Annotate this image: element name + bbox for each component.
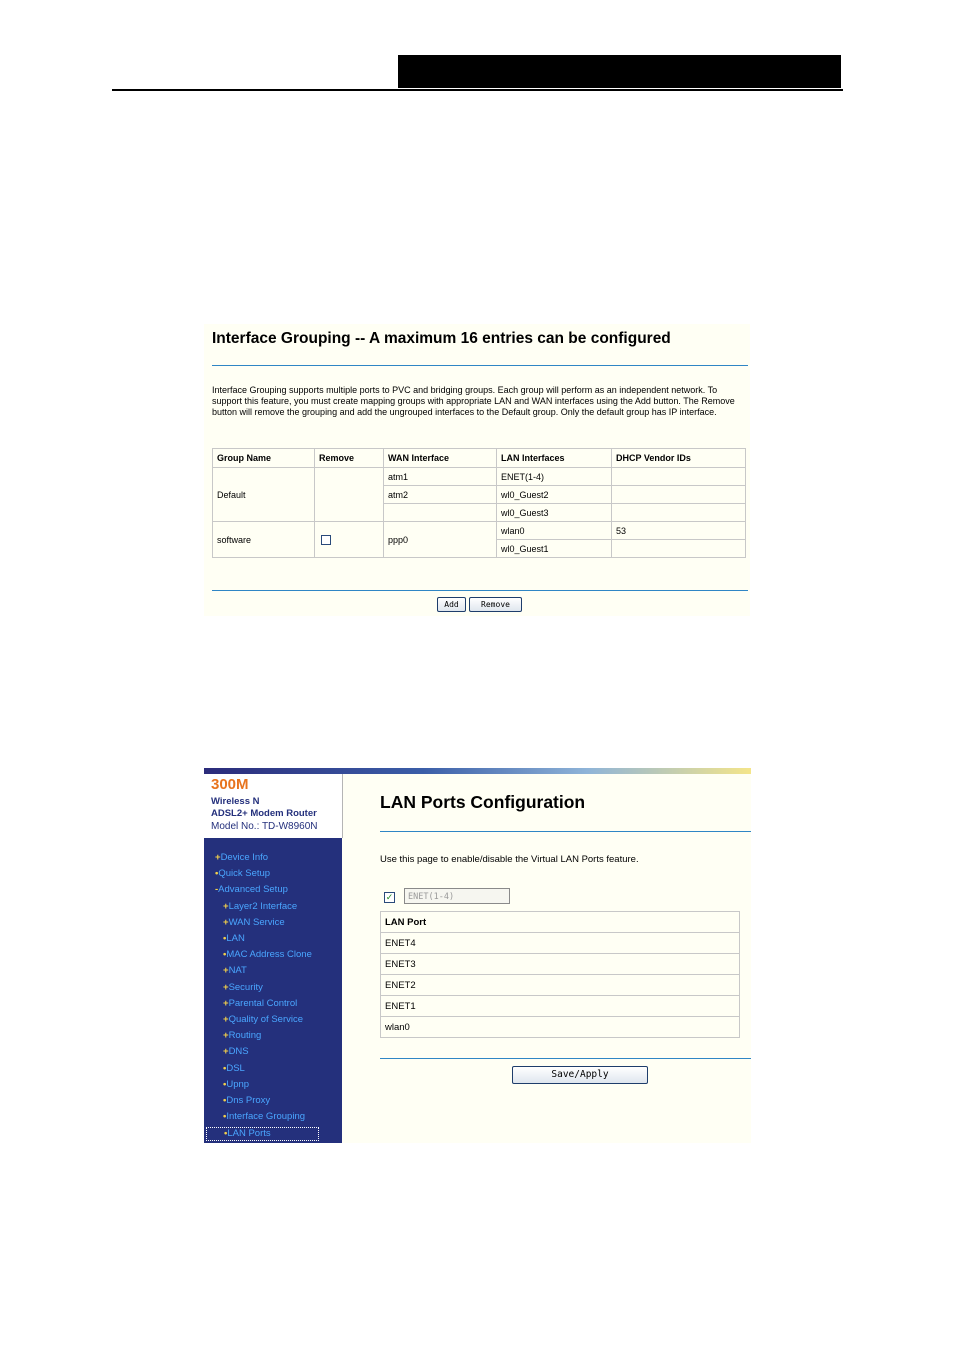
lan-port-table	[380, 911, 740, 1038]
sidebar-item-label: Parental Control	[228, 997, 298, 1009]
sidebar-item[interactable]	[215, 868, 270, 880]
enable-lan-ports-checkbox[interactable]	[384, 892, 395, 903]
lan-port-cell: wlan0	[381, 1017, 740, 1038]
brand-300m: 300M	[211, 776, 249, 793]
sidebar-nav	[204, 838, 342, 1143]
check-icon: ✓	[385, 892, 394, 902]
bullet-icon: •	[223, 933, 227, 944]
title-divider	[380, 831, 751, 832]
sidebar-item[interactable]	[223, 965, 247, 977]
sidebar-item[interactable]	[215, 852, 268, 864]
group-name: Default	[213, 468, 315, 522]
sidebar-item[interactable]	[223, 901, 297, 913]
sidebar-item-label: DSL	[226, 1062, 245, 1074]
footer-divider	[380, 1058, 751, 1059]
dhcp-vendor-id	[612, 486, 746, 504]
bullet-icon: +	[223, 900, 229, 912]
save-apply-button[interactable]: Save/Apply	[512, 1066, 648, 1084]
bullet-icon: +	[223, 997, 229, 1009]
remove-cell	[315, 468, 384, 522]
header-black-bar	[398, 55, 841, 88]
page-title: LAN Ports Configuration	[380, 792, 586, 812]
table-header-row	[213, 449, 746, 468]
title-divider	[212, 365, 748, 366]
sidebar-item-label: Security	[228, 981, 263, 993]
bullet-icon: •	[223, 1095, 227, 1106]
sidebar-item[interactable]	[223, 1063, 245, 1075]
bullet-icon: •	[215, 868, 219, 880]
sidebar-item[interactable]	[223, 982, 263, 994]
sidebar-item-label: LAN	[226, 933, 245, 944]
bullet-icon: •	[223, 1078, 227, 1090]
sidebar-item[interactable]	[223, 1030, 261, 1042]
lan-interface: wlan0	[497, 522, 612, 540]
wan-interface	[384, 504, 497, 522]
sidebar-item-label: Device Info	[220, 852, 269, 863]
bullet-icon: +	[223, 981, 229, 993]
column-header: Remove	[315, 449, 384, 468]
bullet-icon: •	[223, 1062, 227, 1074]
footer-divider	[212, 590, 748, 591]
add-button[interactable]: Add	[437, 597, 466, 612]
table-row	[381, 975, 740, 996]
column-header: LAN Port	[381, 912, 740, 933]
header-rule	[112, 89, 843, 91]
interface-group-table	[212, 448, 746, 558]
sidebar-item[interactable]	[223, 917, 285, 929]
dhcp-vendor-id: 53	[612, 522, 746, 540]
lan-interface: wl0_Guest3	[497, 504, 612, 522]
table-row	[381, 1017, 740, 1038]
model-number: Model No.: TD-W8960N	[211, 821, 318, 832]
wan-interface: atm2	[384, 486, 497, 504]
lan-port-cell: ENET4	[381, 933, 740, 954]
sidebar-item[interactable]	[223, 1111, 305, 1123]
sidebar-item[interactable]	[206, 1127, 319, 1141]
table-row	[381, 996, 740, 1017]
wan-interface: ppp0	[384, 522, 497, 558]
lan-interface: ENET(1-4)	[497, 468, 612, 486]
bullet-icon: •	[223, 1111, 227, 1123]
dhcp-vendor-id	[612, 468, 746, 486]
sidebar-item-label: Dns Proxy	[226, 1095, 271, 1106]
bullet-icon: +	[223, 916, 229, 928]
bullet-icon: -	[215, 884, 219, 896]
page-title: Interface Grouping -- A maximum 16 entries can be configured	[212, 330, 671, 347]
sidebar-item[interactable]	[215, 884, 288, 896]
remove-cell	[315, 522, 384, 558]
bullet-icon: +	[223, 965, 229, 977]
table-row	[213, 522, 746, 540]
sidebar-item-label: Interface Grouping	[226, 1111, 306, 1123]
bullet-icon: •	[223, 949, 227, 961]
table-row	[213, 468, 746, 486]
column-header: Group Name	[213, 449, 315, 468]
table-row	[381, 933, 740, 954]
lan-port-cell: ENET3	[381, 954, 740, 975]
sidebar-item[interactable]	[223, 949, 312, 961]
table-row	[381, 954, 740, 975]
sidebar-item[interactable]	[223, 998, 297, 1010]
table-header-row	[381, 912, 740, 933]
sidebar-item-label: Quality of Service	[228, 1014, 304, 1025]
column-header: LAN Interfaces	[497, 449, 612, 468]
remove-button[interactable]: Remove	[469, 597, 522, 612]
sidebar-item-label: Routing	[228, 1030, 262, 1042]
page-description: Use this page to enable/disable the Virtual LAN Ports feature.	[380, 854, 639, 865]
sidebar-item[interactable]	[223, 1079, 249, 1091]
interface-grouping-screenshot	[204, 324, 750, 616]
brand-line-1: Wireless N	[211, 796, 260, 807]
bullet-icon: •	[224, 1128, 228, 1140]
group-name: software	[213, 522, 315, 558]
sidebar-item-label: DNS	[228, 1046, 249, 1058]
sidebar-item[interactable]	[223, 1095, 270, 1107]
bullet-icon: +	[223, 1030, 229, 1042]
lan-interface: wl0_Guest2	[497, 486, 612, 504]
sidebar-item[interactable]	[223, 933, 245, 945]
sidebar-item-label: Upnp	[226, 1078, 250, 1090]
sidebar-item-label: LAN Ports	[227, 1128, 271, 1140]
brand-line-2: ADSL2+ Modem Router	[211, 808, 317, 819]
wan-interface: atm1	[384, 468, 497, 486]
sidebar-item-label: Quick Setup	[218, 868, 271, 880]
sidebar-item-label: MAC Address Clone	[226, 949, 312, 961]
lan-port-cell: ENET1	[381, 996, 740, 1017]
lan-interface: wl0_Guest1	[497, 540, 612, 558]
sidebar-item-label: Layer2 Interface	[228, 900, 298, 912]
page-description: Interface Grouping supports multiple ports to PVC and bridging groups. Each group will perform as an independent network. To support this feature, you must create mapping groups with appropriate LAN and WAN interfaces using the Add button. The Remove button will remove the grouping and add the ungrouped interfaces to the Default group. Only the default group has IP interface.	[212, 385, 735, 417]
brand-logo-panel	[204, 774, 343, 838]
enet-group-input[interactable]: ENET(1-4)	[404, 888, 510, 904]
sidebar-item[interactable]	[223, 1014, 303, 1026]
column-header: WAN Interface	[384, 449, 497, 468]
bullet-icon: +	[223, 1014, 229, 1025]
sidebar-item-label: NAT	[228, 965, 247, 977]
sidebar-item-label: WAN Service	[228, 916, 285, 928]
bullet-icon: +	[215, 852, 221, 863]
dhcp-vendor-id	[612, 504, 746, 522]
lan-port-cell: ENET2	[381, 975, 740, 996]
lan-ports-screenshot	[204, 768, 751, 1143]
sidebar-item[interactable]	[223, 1046, 249, 1058]
bullet-icon: +	[223, 1046, 229, 1058]
dhcp-vendor-id	[612, 540, 746, 558]
sidebar-item-label: Advanced Setup	[218, 884, 288, 896]
remove-checkbox[interactable]	[321, 535, 331, 545]
column-header: DHCP Vendor IDs	[612, 449, 746, 468]
